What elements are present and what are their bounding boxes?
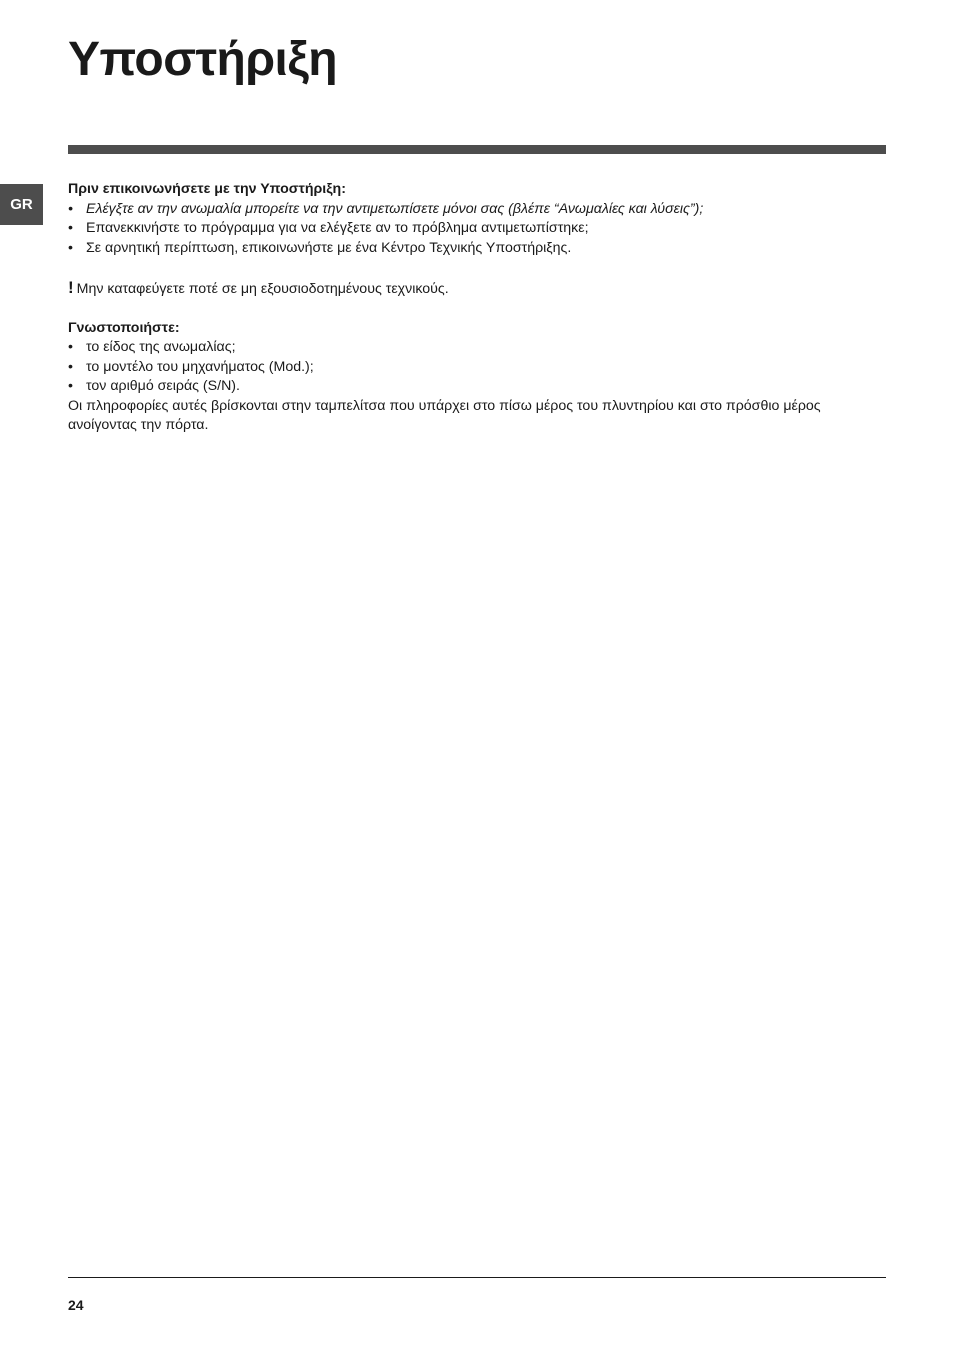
exclamation-icon: !	[68, 277, 74, 297]
list-item: • το είδος της ανωμαλίας;	[68, 338, 886, 358]
list-item: • τον αριθμό σειράς (S/N).	[68, 377, 886, 397]
footer-divider	[68, 1277, 886, 1278]
list-item: • Σε αρνητική περίπτωση, επικοινωνήστε με ένα Κέντρο Τεχνικής Υποστήριξης.	[68, 239, 886, 259]
list-item: • Ελέγξτε αν την ανωμαλία μπορείτε να την αντιμετωπίσετε μόνοι σας (βλέπε “Ανωμαλίες και λύσεις”);	[68, 200, 886, 220]
warning-note	[68, 278, 886, 300]
info-paragraph: Οι πληροφορίες αυτές βρίσκονται στην ταμπελίτσα που υπάρχει στο πίσω μέρος του πλυντηρίου και στο πρόσθιο μέρος ανοίγοντας την πόρτα.	[68, 397, 821, 433]
notify-heading: Γνωστοποιήστε:	[68, 319, 180, 336]
title-divider	[68, 145, 886, 154]
before-contact-heading: Πριν επικοινωνήσετε με την Υποστήριξη:	[68, 181, 346, 197]
page-number: 24	[68, 1297, 84, 1313]
list-item: • Επανεκκινήστε το πρόγραμμα για να ελέγξετε αν το πρόβλημα αντιμετωπίστηκε;	[68, 219, 886, 239]
before-contact-list	[68, 200, 886, 259]
notify-list	[68, 338, 886, 397]
main-content	[68, 180, 886, 436]
page-title: Υποστήριξη	[68, 33, 338, 86]
language-tab: GR	[0, 184, 43, 225]
list-item: • το μοντέλο του μηχανήματος (Mod.);	[68, 358, 886, 378]
warning-text: Μην καταφεύγετε ποτέ σε μη εξουσιοδοτημένους τεχνικούς.	[76, 280, 449, 297]
